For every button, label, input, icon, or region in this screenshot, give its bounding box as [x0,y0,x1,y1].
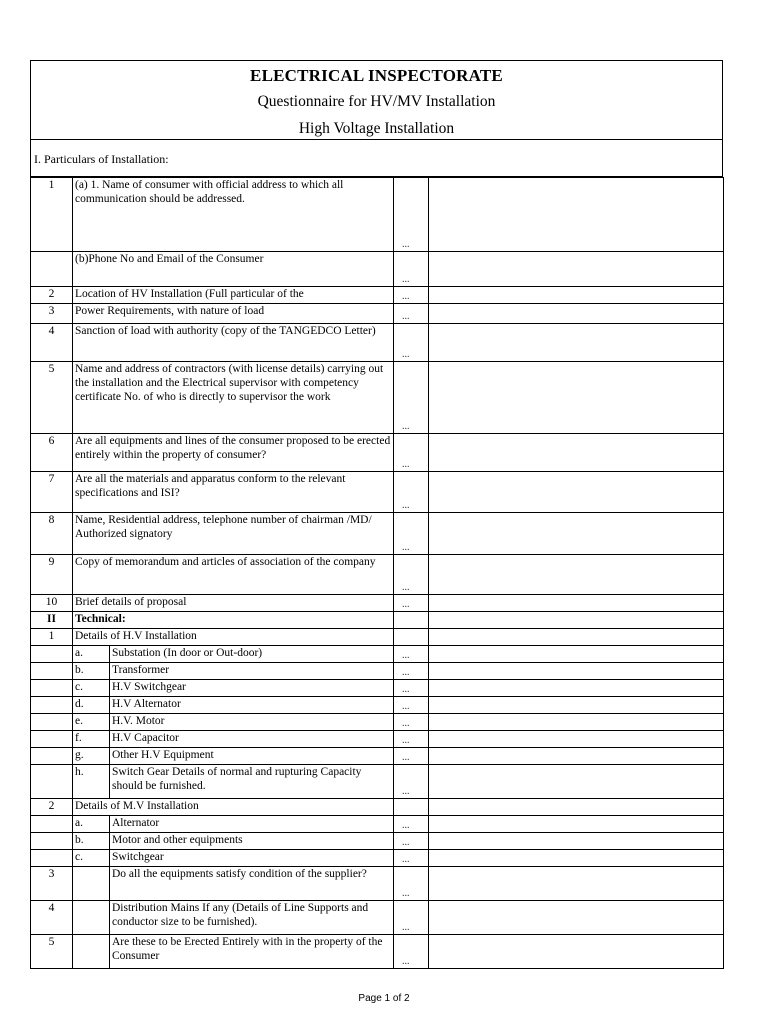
question-row [31,901,724,935]
question-row [31,867,724,901]
sub-question-text: H.V Switchgear [110,680,394,697]
answer-cell[interactable] [429,697,724,714]
answer-placeholder: ... [394,304,429,324]
answer-placeholder: ... [394,714,429,731]
question-number: 1 [31,629,73,646]
empty-cell [31,731,73,748]
answer-cell[interactable] [429,901,724,935]
question-number: 5 [31,935,73,969]
question-text: Name and address of contractors (with license details) carrying out the installation and the Electrical supervisor with competency certificate No. of who is directly to supervisor the work [73,362,394,434]
question-row [31,472,724,513]
sub-question-letter: e. [73,714,110,731]
answer-cell[interactable] [429,513,724,555]
sub-question-row [31,714,724,731]
question-row [31,304,724,324]
question-row [31,287,724,304]
section-heading-technical: Technical: [73,612,394,629]
question-number: 8 [31,513,73,555]
answer-placeholder: ... [394,178,429,252]
question-row [31,935,724,969]
question-number: 9 [31,555,73,595]
answer-cell[interactable] [429,731,724,748]
group-heading: Details of M.V Installation [73,799,394,816]
document-subtitle-2: High Voltage Installation [298,120,455,137]
answer-cell[interactable] [429,646,724,663]
empty-cell [31,680,73,697]
answer-placeholder: ... [394,850,429,867]
empty-cell [394,612,429,629]
answer-placeholder: ... [394,765,429,799]
sub-question-text: Switch Gear Details of normal and rupturing Capacity should be furnished. [110,765,394,799]
sub-question-row [31,663,724,680]
question-row [31,252,724,287]
question-row [31,555,724,595]
answer-cell[interactable] [429,935,724,969]
answer-placeholder: ... [394,816,429,833]
group-heading-row [31,629,724,646]
answer-cell[interactable] [429,663,724,680]
sub-question-text: Switchgear [110,850,394,867]
question-text: Are all equipments and lines of the consumer proposed to be erected entirely within the property of consumer? [73,434,394,472]
empty-cell [31,833,73,850]
sub-question-letter: h. [73,765,110,799]
answer-placeholder: ... [394,748,429,765]
answer-cell[interactable] [429,714,724,731]
sub-question-row [31,697,724,714]
answer-cell[interactable] [429,252,724,287]
empty-cell [31,816,73,833]
sub-question-letter: d. [73,697,110,714]
page-number: Page 1 of 2 [358,993,410,1004]
questionnaire-table [30,177,724,969]
answer-cell[interactable] [429,680,724,697]
answer-placeholder: ... [394,252,429,287]
question-number [31,252,73,287]
sub-question-text: H.V Capacitor [110,731,394,748]
answer-placeholder: ... [394,901,429,935]
empty-cell [31,663,73,680]
sub-question-row [31,816,724,833]
answer-cell[interactable] [429,816,724,833]
sub-question-text: Motor and other equipments [110,833,394,850]
answer-placeholder: ... [394,731,429,748]
sub-question-row [31,833,724,850]
empty-cell [31,748,73,765]
answer-placeholder: ... [394,472,429,513]
sub-question-text: Transformer [110,663,394,680]
answer-placeholder: ... [394,555,429,595]
answer-cell[interactable] [429,555,724,595]
group-heading-row [31,799,724,816]
section-number: II [31,612,73,629]
empty-cell [31,850,73,867]
empty-cell [429,612,724,629]
question-text: (a) 1. Name of consumer with official address to which all communication should be addressed. [73,178,394,252]
sub-question-text: Other H.V Equipment [110,748,394,765]
question-text: (b)Phone No and Email of the Consumer [73,252,394,287]
empty-cell [429,799,724,816]
question-text: Sanction of load with authority (copy of the TANGEDCO Letter) [73,324,394,362]
answer-placeholder: ... [394,935,429,969]
sub-question-row [31,748,724,765]
answer-placeholder: ... [394,434,429,472]
sub-question-row [31,731,724,748]
answer-placeholder: ... [394,646,429,663]
empty-cell [31,765,73,799]
answer-placeholder: ... [394,680,429,697]
section-heading-row [31,612,724,629]
sub-question-letter: a. [73,816,110,833]
empty-cell [31,697,73,714]
question-text: Name, Residential address, telephone number of chairman /MD/ Authorized signatory [73,513,394,555]
question-row [31,324,724,362]
sub-question-row [31,850,724,867]
answer-cell[interactable] [429,748,724,765]
sub-question-text: Substation (In door or Out-door) [110,646,394,663]
question-number: 2 [31,799,73,816]
document-title: ELECTRICAL INSPECTORATE [250,66,503,85]
question-row [31,362,724,434]
question-text: Brief details of proposal [73,595,394,612]
group-heading: Details of H.V Installation [73,629,394,646]
sub-question-letter: c. [73,850,110,867]
empty-cell [73,901,110,935]
question-number: 7 [31,472,73,513]
sub-question-text: H.V Alternator [110,697,394,714]
question-number: 4 [31,901,73,935]
empty-cell [31,646,73,663]
answer-placeholder: ... [394,362,429,434]
question-number: 4 [31,324,73,362]
empty-cell [429,629,724,646]
question-number: 2 [31,287,73,304]
answer-cell[interactable] [429,850,724,867]
answer-cell[interactable] [429,434,724,472]
sub-question-row [31,646,724,663]
empty-cell [394,629,429,646]
answer-placeholder: ... [394,324,429,362]
answer-placeholder: ... [394,867,429,901]
answer-placeholder: ... [394,513,429,555]
answer-cell[interactable] [429,765,724,799]
sub-question-letter: f. [73,731,110,748]
question-row [31,595,724,612]
sub-question-row [31,680,724,697]
question-number: 5 [31,362,73,434]
question-text: Distribution Mains If any (Details of Line Supports and conductor size to be furnished). [110,901,394,935]
sub-question-text: H.V. Motor [110,714,394,731]
question-row [31,434,724,472]
answer-placeholder: ... [394,833,429,850]
answer-placeholder: ... [394,697,429,714]
answer-cell[interactable] [429,595,724,612]
answer-placeholder: ... [394,595,429,612]
answer-cell[interactable] [429,867,724,901]
question-text: Do all the equipments satisfy condition of the supplier? [110,867,394,901]
sub-question-letter: b. [73,833,110,850]
answer-cell[interactable] [429,304,724,324]
question-row [31,178,724,252]
question-number: 6 [31,434,73,472]
answer-placeholder: ... [394,287,429,304]
sub-question-letter: b. [73,663,110,680]
question-text: Copy of memorandum and articles of association of the company [73,555,394,595]
sub-question-row [31,765,724,799]
question-row [31,513,724,555]
question-text: Power Requirements, with nature of load [73,304,394,324]
sub-question-letter: g. [73,748,110,765]
empty-cell [73,867,110,901]
sub-question-text: Alternator [110,816,394,833]
answer-cell[interactable] [429,472,724,513]
answer-cell[interactable] [429,287,724,304]
answer-cell[interactable] [429,324,724,362]
empty-cell [73,935,110,969]
form-header [30,60,723,140]
question-text: Location of HV Installation (Full particular of the [73,287,394,304]
empty-cell [394,799,429,816]
question-number: 1 [31,178,73,252]
answer-cell[interactable] [429,833,724,850]
answer-cell[interactable] [429,178,724,252]
question-number: 3 [31,867,73,901]
answer-cell[interactable] [429,362,724,434]
question-text: Are all the materials and apparatus conform to the relevant specifications and ISI? [73,472,394,513]
question-number: 3 [31,304,73,324]
question-text: Are these to be Erected Entirely with in the property of the Consumer [110,935,394,969]
empty-cell [31,714,73,731]
document-subtitle: Questionnaire for HV/MV Installation [257,93,496,110]
sub-question-letter: a. [73,646,110,663]
sub-question-letter: c. [73,680,110,697]
question-number: 10 [31,595,73,612]
section-heading-particulars: I. Particulars of Installation: [30,140,723,177]
answer-placeholder: ... [394,663,429,680]
